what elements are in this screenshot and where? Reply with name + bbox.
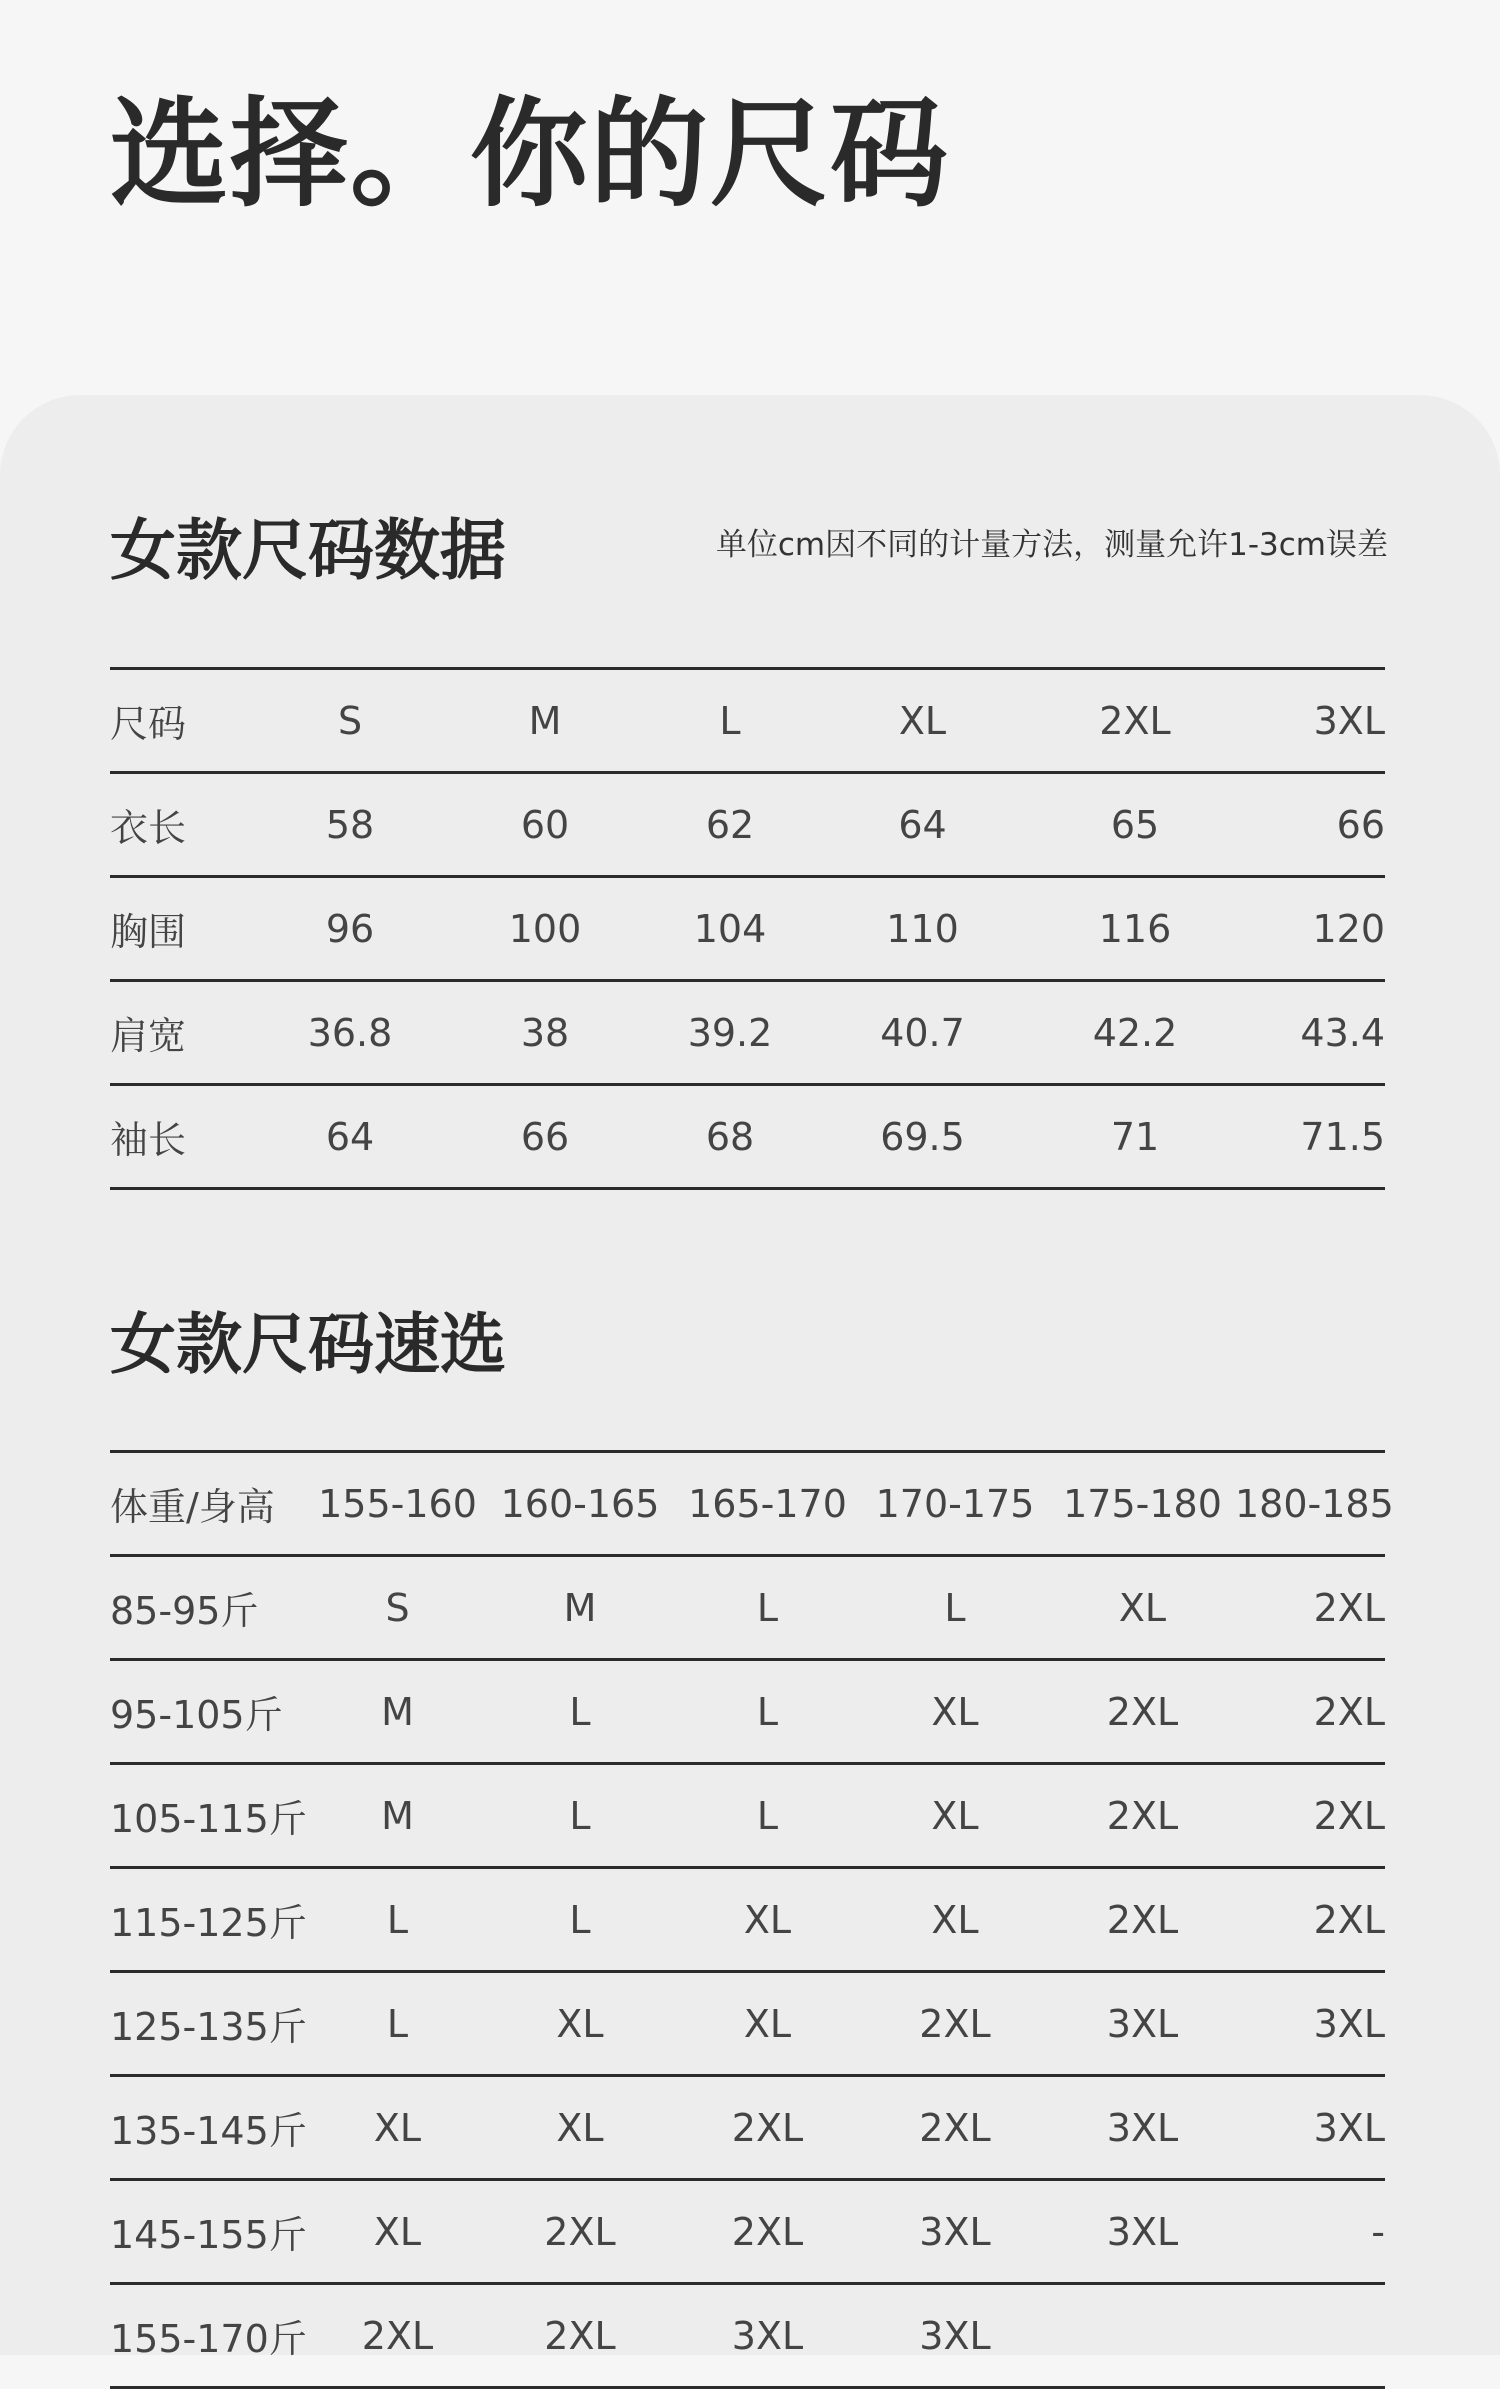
table-cell: 116: [1098, 906, 1172, 951]
table-cell: 65: [1110, 802, 1160, 847]
table-cell: L: [756, 1793, 779, 1838]
row-label: 肩宽: [110, 1014, 187, 1058]
row-label: 115-125斤: [110, 1901, 307, 1945]
table-row: [110, 981, 1385, 1085]
table-cell: 43.4: [1300, 1010, 1385, 1055]
measurements-table: [110, 667, 1385, 1190]
header-cell: 160-165: [500, 1481, 660, 1526]
table-cell: 3XL: [1313, 2105, 1385, 2150]
table-cell: L: [569, 1793, 591, 1838]
quick-select-table: [110, 1450, 1394, 2389]
table-cell: [1050, 2284, 1235, 2388]
table-cell: 2XL: [544, 2313, 616, 2358]
measurements-body: [110, 773, 1385, 1189]
table-cell: 71: [1110, 1114, 1160, 1159]
header-row: [110, 669, 1385, 773]
quick-select-body: [110, 1556, 1385, 2388]
page-title: 选择。你的尺码: [110, 85, 951, 223]
quick-select-title: 女款尺码速选: [110, 1306, 506, 1383]
table-cell: XL: [556, 2001, 604, 2046]
table-cell: 2XL: [1106, 1793, 1179, 1838]
table-cell: L: [569, 1897, 591, 1942]
table-cell: 3XL: [731, 2313, 804, 2358]
table-cell: XL: [1118, 1585, 1167, 1630]
measurements-title: 女款尺码数据: [110, 512, 506, 589]
table-cell: M: [563, 1585, 597, 1630]
table-cell: 3XL: [919, 2313, 991, 2358]
header-cell: M: [528, 698, 562, 743]
table-cell: L: [386, 2001, 409, 2046]
table-cell: L: [944, 1585, 966, 1630]
row-label: 衣长: [110, 806, 187, 850]
table-row: [110, 2180, 1385, 2284]
table-cell: 2XL: [361, 2313, 434, 2358]
table-cell: 39.2: [687, 1010, 773, 1055]
row-label: 155-170斤: [110, 2317, 307, 2361]
header-cell: L: [719, 698, 741, 743]
table-cell: L: [756, 1689, 779, 1734]
table-cell: XL: [743, 2001, 792, 2046]
row-label: 135-145斤: [110, 2109, 307, 2153]
table-cell: 100: [508, 906, 582, 951]
table-cell: 64: [898, 802, 947, 847]
table-cell: 71.5: [1300, 1114, 1385, 1159]
table-cell: 96: [325, 906, 375, 951]
header-row: [110, 1452, 1385, 1556]
header-cell: 170-175: [875, 1481, 1035, 1526]
table-row: [110, 1972, 1385, 2076]
table-row: [110, 1085, 1385, 1189]
row-label: 85-95斤: [110, 1589, 259, 1633]
table-row: [110, 2076, 1385, 2180]
table-cell: 62: [705, 802, 755, 847]
table-cell: 2XL: [1106, 1897, 1179, 1942]
table-cell: XL: [556, 2105, 604, 2150]
table-cell: 2XL: [919, 2105, 991, 2150]
header-cell: 180-185: [1235, 1481, 1394, 1526]
table-cell: 66: [1336, 802, 1385, 847]
table-cell: 2XL: [731, 2209, 804, 2254]
table-cell: 2XL: [1313, 1689, 1385, 1734]
header-cell: XL: [898, 698, 947, 743]
table-cell: M: [381, 1793, 414, 1838]
table-cell: 2XL: [919, 2001, 991, 2046]
table-cell: [1235, 2284, 1385, 2388]
table-cell: 40.7: [880, 1010, 965, 1055]
table-cell: L: [386, 1897, 409, 1942]
table-cell: 69.5: [880, 1114, 965, 1159]
table-cell: XL: [931, 1689, 979, 1734]
table-row: [110, 1868, 1385, 1972]
header-cell: 165-170: [688, 1481, 847, 1526]
header-cell: 2XL: [1099, 698, 1171, 743]
table-cell: 3XL: [919, 2209, 991, 2254]
table-cell: 2XL: [731, 2105, 804, 2150]
header-cell: 175-180: [1063, 1481, 1222, 1526]
table-row: [110, 2284, 1385, 2388]
table-row: [110, 1556, 1385, 1660]
table-cell: 3XL: [1106, 2001, 1179, 2046]
row-label: 袖长: [110, 1118, 187, 1162]
table-cell: 104: [693, 906, 767, 951]
table-cell: 66: [520, 1114, 570, 1159]
header-row-label: 尺码: [110, 702, 187, 746]
table-cell: 2XL: [1313, 1585, 1385, 1630]
row-label: 145-155斤: [110, 2213, 307, 2257]
table-cell: S: [385, 1585, 410, 1630]
table-cell: 60: [520, 802, 570, 847]
header-cell: S: [337, 698, 363, 743]
table-cell: 2XL: [1106, 1689, 1179, 1734]
row-label: 胸围: [110, 910, 187, 954]
row-label: 125-135斤: [110, 2005, 307, 2049]
measurements-header: [110, 669, 1385, 773]
header-cell: 155-160: [318, 1481, 477, 1526]
table-cell: 3XL: [1313, 2001, 1385, 2046]
table-cell: 38: [520, 1010, 570, 1055]
table-cell: 58: [325, 802, 375, 847]
table-cell: 3XL: [1106, 2105, 1179, 2150]
header-cell: 3XL: [1313, 698, 1385, 743]
row-label: 95-105斤: [110, 1693, 283, 1737]
table-cell: 64: [325, 1114, 375, 1159]
table-cell: XL: [931, 1793, 979, 1838]
table-cell: 2XL: [1313, 1897, 1385, 1942]
unit-note: 单位cm因不同的计量方法，测量允许1-3cm误差: [715, 527, 1388, 563]
table-cell: 110: [886, 906, 959, 951]
table-cell: 42.2: [1092, 1010, 1178, 1055]
table-cell: L: [569, 1689, 591, 1734]
table-row: [110, 773, 1385, 877]
table-cell: -: [1371, 2209, 1385, 2254]
table-cell: 2XL: [1313, 1793, 1385, 1838]
table-cell: L: [756, 1585, 779, 1630]
table-row: [110, 877, 1385, 981]
table-cell: 36.8: [307, 1010, 393, 1055]
table-cell: 2XL: [544, 2209, 616, 2254]
table-cell: M: [381, 1689, 414, 1734]
table-cell: XL: [373, 2209, 422, 2254]
table-cell: 120: [1312, 906, 1385, 951]
table-row: [110, 1660, 1385, 1764]
quick-select-header: [110, 1452, 1394, 1556]
table-cell: 3XL: [1106, 2209, 1179, 2254]
table-cell: XL: [931, 1897, 979, 1942]
row-label: 105-115斤: [110, 1797, 307, 1841]
table-cell: XL: [373, 2105, 422, 2150]
table-cell: 68: [705, 1114, 755, 1159]
table-row: [110, 1764, 1385, 1868]
header-row-label: 体重/身高: [110, 1485, 275, 1529]
table-cell: XL: [743, 1897, 792, 1942]
